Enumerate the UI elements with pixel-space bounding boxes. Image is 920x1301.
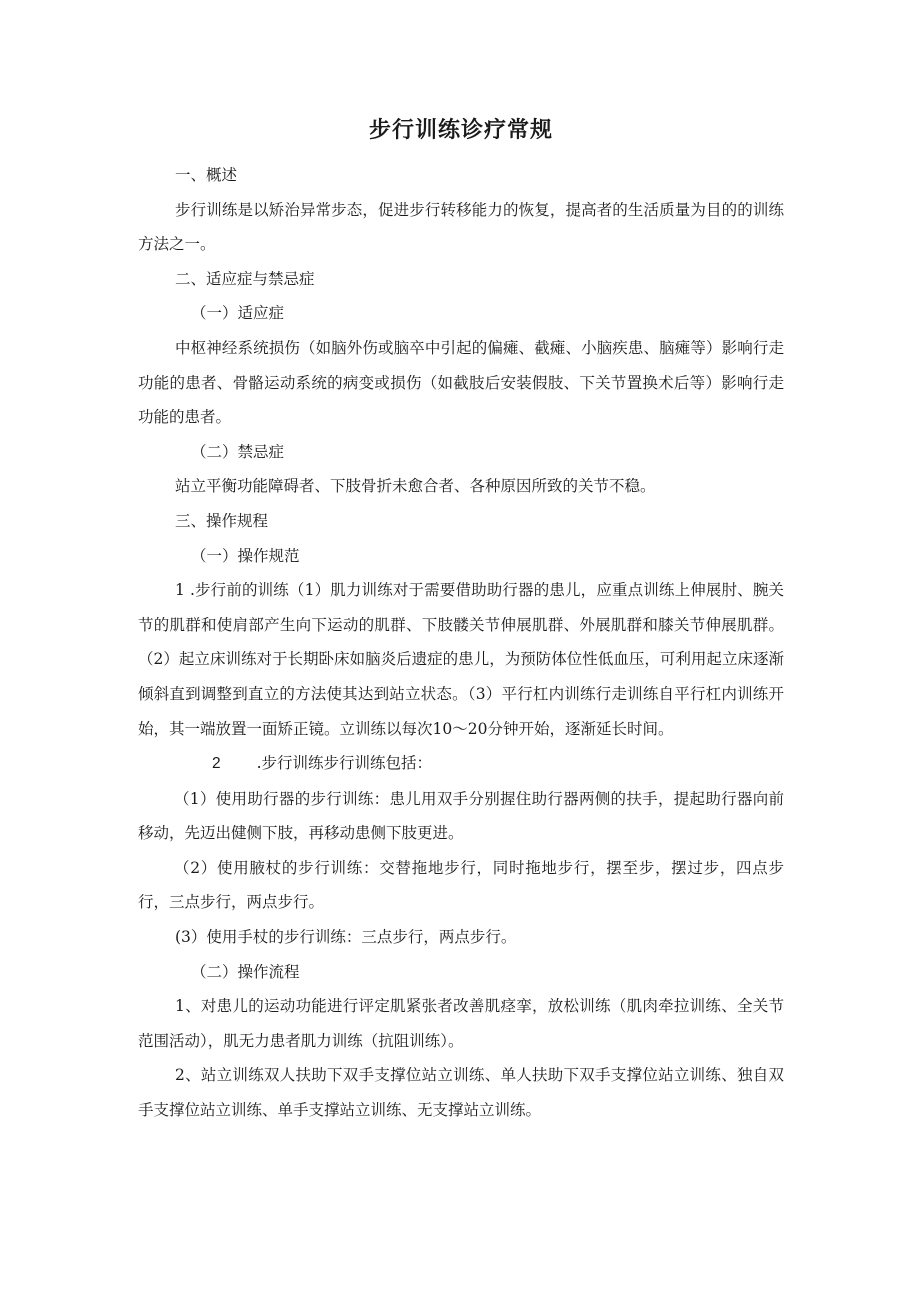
paragraph-walk-training-text: .步行训练步行训练包括： [256,754,433,773]
section-heading-indications: 二、适应症与禁忌症 [175,269,315,288]
paragraph-walk-training-intro [138,746,784,782]
subheading-indications: （一）适应症 [191,304,285,323]
paragraph-overview: 步行训练是以矫治异常步态，促进步行转移能力的恢复，提高者的生活质量为目的的训练方法之一。 [138,200,784,254]
section-heading-procedures: 三、操作规程 [175,511,269,530]
paragraph-crutch-training: （2）使用腋杖的步行训练：交替拖地步行，同时拖地步行，摆至步，摆过步，四点步行，三点步行，两点步行。 [138,858,784,912]
subheading-contraindications: （二）禁忌症 [191,442,285,461]
subheading-operation-flow: （二）操作流程 [191,962,300,981]
paragraph-cane-training: (3）使用手杖的步行训练：三点步行，两点步行。 [175,928,517,947]
paragraph-flow-step-2: 2、站立训练双人扶助下双手支撑位站立训练、单人扶助下双手支撑位站立训练、独自双手支撑位站立训练、单手支撑站立训练、无支撑站立训练。 [138,1066,784,1120]
paragraph-contraindications: 站立平衡功能障碍者、下肢骨折未愈合者、各种原因所致的关节不稳。 [175,477,656,496]
section-heading-overview: 一、概述 [175,166,238,184]
paragraph-walker-training: （1）使用助行器的步行训练：患儿用双手分别握住助行器两侧的扶手，提起助行器向前移动，先迈出健侧下肢，再移动患侧下肢更进。 [138,789,784,843]
list-number: 2 [212,755,221,773]
paragraph-flow-step-1: 1、对患儿的运动功能进行评定肌紧张者改善肌痉挛，放松训练（肌肉牵拉训练、全关节范围活动），肌无力患者肌力训练（抗阻训练）。 [138,997,784,1050]
document-title: 步行训练诊疗常规 [368,117,553,143]
paragraph-pre-walk-training: 1 .步行前的训练（1）肌力训练对于需要借助助行器的患儿，应重点训练上伸展肘、腕关节的肌群和使肩部产生向下运动的肌群、下肢髅关节伸展肌群、外展肌群和膝关节伸展肌群。（2）起立床训练对于长期卧床如脑炎后遗症的患儿，为预防体位性低血压，可利用起立床逐渐倾斜直到调整到直立的方法使其达到站立状态。（3）平行杠内训练行走训练自平行杠内训练开始，其一端放置一面矫正镜。立训练以每次10～20分钟开始，逐渐延长时间。 [138,581,784,738]
subheading-operation-spec: （一）操作规范 [191,546,300,565]
paragraph-indications: 中枢神经系统损伤（如脑外伤或脑卒中引起的偏瘫、截瘫、小脑疾患、脑瘫等）影响行走功能的患者、骨骼运动系统的病变或损伤（如截肢后安装假肢、下关节置换术后等）影响行走功能的患者。 [138,338,784,427]
document-page [138,112,784,1128]
